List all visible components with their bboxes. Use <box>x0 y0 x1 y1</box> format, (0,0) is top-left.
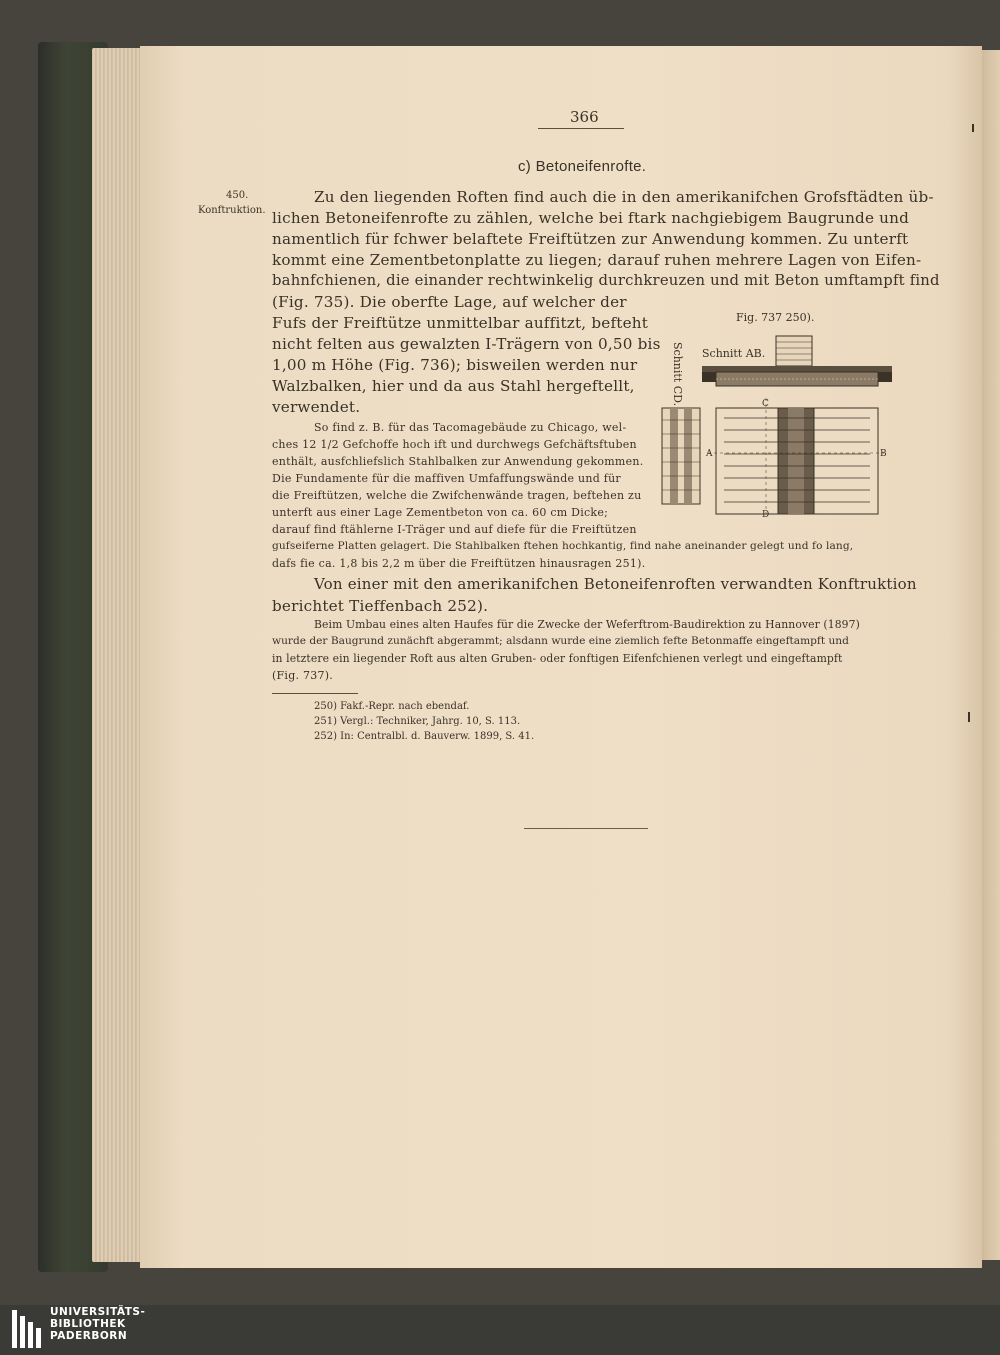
small-text-line: enthält, ausfchliefslich Stahlbalken zur Anwendung gekommen. <box>272 455 644 468</box>
margin-label: Konftruktion. <box>198 205 266 216</box>
text-line: nicht felten aus gewalzten I-Trägern von 0,50 bis <box>272 335 661 353</box>
section-cd-drawing <box>662 408 700 504</box>
figure-mark-a: A <box>706 449 713 459</box>
small-text-line: So find z. B. für das Tacomagebäude zu Chicago, wel- <box>314 421 627 434</box>
figure-label-ab: Schnitt AB. <box>702 347 766 360</box>
margin-mark <box>968 712 970 722</box>
small-text-line: ches 12 1/2 Gefchoffe hoch ift und durchwegs Gefchäftsftuben <box>272 438 637 451</box>
text-line: Walzbalken, hier und da aus Stahl hergeftellt, <box>272 377 635 395</box>
small-text-line: wurde der Baugrund zunächft abgerammt; alsdann wurde eine ziemlich fefte Betonmaffe eingeftampft und <box>272 635 849 647</box>
library-name-line: UNIVERSITÄTS- <box>50 1306 146 1318</box>
small-text-line: die Freiftützen, welche die Zwifchenwände tragen, beftehen zu <box>272 489 642 502</box>
text-line: (Fig. 735). Die oberfte Lage, auf welcher der <box>272 293 627 311</box>
figure-737 <box>658 334 898 518</box>
text-line: Von einer mit den amerikanifchen Betoneifenroften verwandten Konftruktion <box>314 575 917 593</box>
plan-view-drawing <box>708 398 884 514</box>
figure-mark-d: D <box>762 510 770 518</box>
small-text-line: unterft aus einer Lage Zementbeton von ca. 60 cm Dicke; <box>272 506 609 519</box>
footnote-rule <box>272 693 358 694</box>
small-text-line: dafs fie ca. 1,8 bis 2,2 m über die Freiftützen hinausragen 251). <box>272 557 646 570</box>
figure-caption: Fig. 737 250). <box>736 311 815 324</box>
library-name <box>50 1306 145 1342</box>
figure-label-cd: Schnitt CD. <box>671 342 684 407</box>
footnote: 251) Vergl.: Techniker, Jahrg. 10, S. 113. <box>314 716 521 727</box>
small-text-line: darauf find ftählerne I-Träger und auf diefe für die Freiftützen <box>272 523 637 536</box>
library-name-line: BIBLIOTHEK <box>50 1318 126 1330</box>
footer-bar <box>0 1305 1000 1355</box>
small-text-line: gufseiferne Platten gelagert. Die Stahlbalken ftehen hochkantig, find nahe aneinander gelegt und fo lang, <box>272 540 854 552</box>
text-line: Zu den liegenden Roften find auch die in den amerikanifchen Grofsftädten üb- <box>314 188 934 206</box>
small-text-line: Die Fundamente für die maffiven Umfaffungswände und für <box>272 472 621 485</box>
text-line: Fufs der Freiftütze unmittelbar auffitzt, befteht <box>272 314 649 332</box>
margin-mark <box>972 124 974 132</box>
margin-number: 450. <box>226 190 249 201</box>
figure-mark-c: C <box>762 399 769 409</box>
section-title: c) Betoneifenrofte. <box>518 158 647 175</box>
text-line: namentlich für fchwer belaftete Freiftützen zur Anwendung kommen. Zu unterft <box>272 230 909 248</box>
page-number-rule <box>538 128 624 129</box>
section-ab-drawing <box>702 336 892 386</box>
figure-mark-b: B <box>880 449 887 459</box>
end-rule <box>524 828 648 829</box>
small-text-line: Beim Umbau eines alten Haufes für die Zwecke der Weferftrom-Baudirektion zu Hannover (1897) <box>314 618 860 631</box>
small-text-line: in letztere ein liegender Roft aus alten Gruben- oder fonftigen Eifenfchienen verlegt und eingeftampft <box>272 652 843 665</box>
library-logo-icon <box>10 1306 44 1352</box>
text-line: 1,00 m Höhe (Fig. 736); bisweilen werden nur <box>272 356 638 374</box>
text-line: kommt eine Zementbetonplatte zu liegen; darauf ruhen mehrere Lagen von Eifen- <box>272 251 922 269</box>
page-number: 366 <box>570 108 599 126</box>
text-line: berichtet Tieffenbach 252). <box>272 597 489 615</box>
footnote: 252) In: Centralbl. d. Bauverw. 1899, S. 41. <box>314 731 535 742</box>
text-line: bahnfchienen, die einander rechtwinkelig durchkreuzen und mit Beton umftampft find <box>272 272 940 289</box>
text-line: verwendet. <box>272 398 361 416</box>
library-name-line: PADERBORN <box>50 1330 128 1342</box>
small-text-line: (Fig. 737). <box>272 669 334 682</box>
footnote: 250) Fakf.-Repr. nach ebendaf. <box>314 701 470 712</box>
text-line: lichen Betoneifenrofte zu zählen, welche bei ftark nachgiebigem Baugrunde und <box>272 209 910 227</box>
